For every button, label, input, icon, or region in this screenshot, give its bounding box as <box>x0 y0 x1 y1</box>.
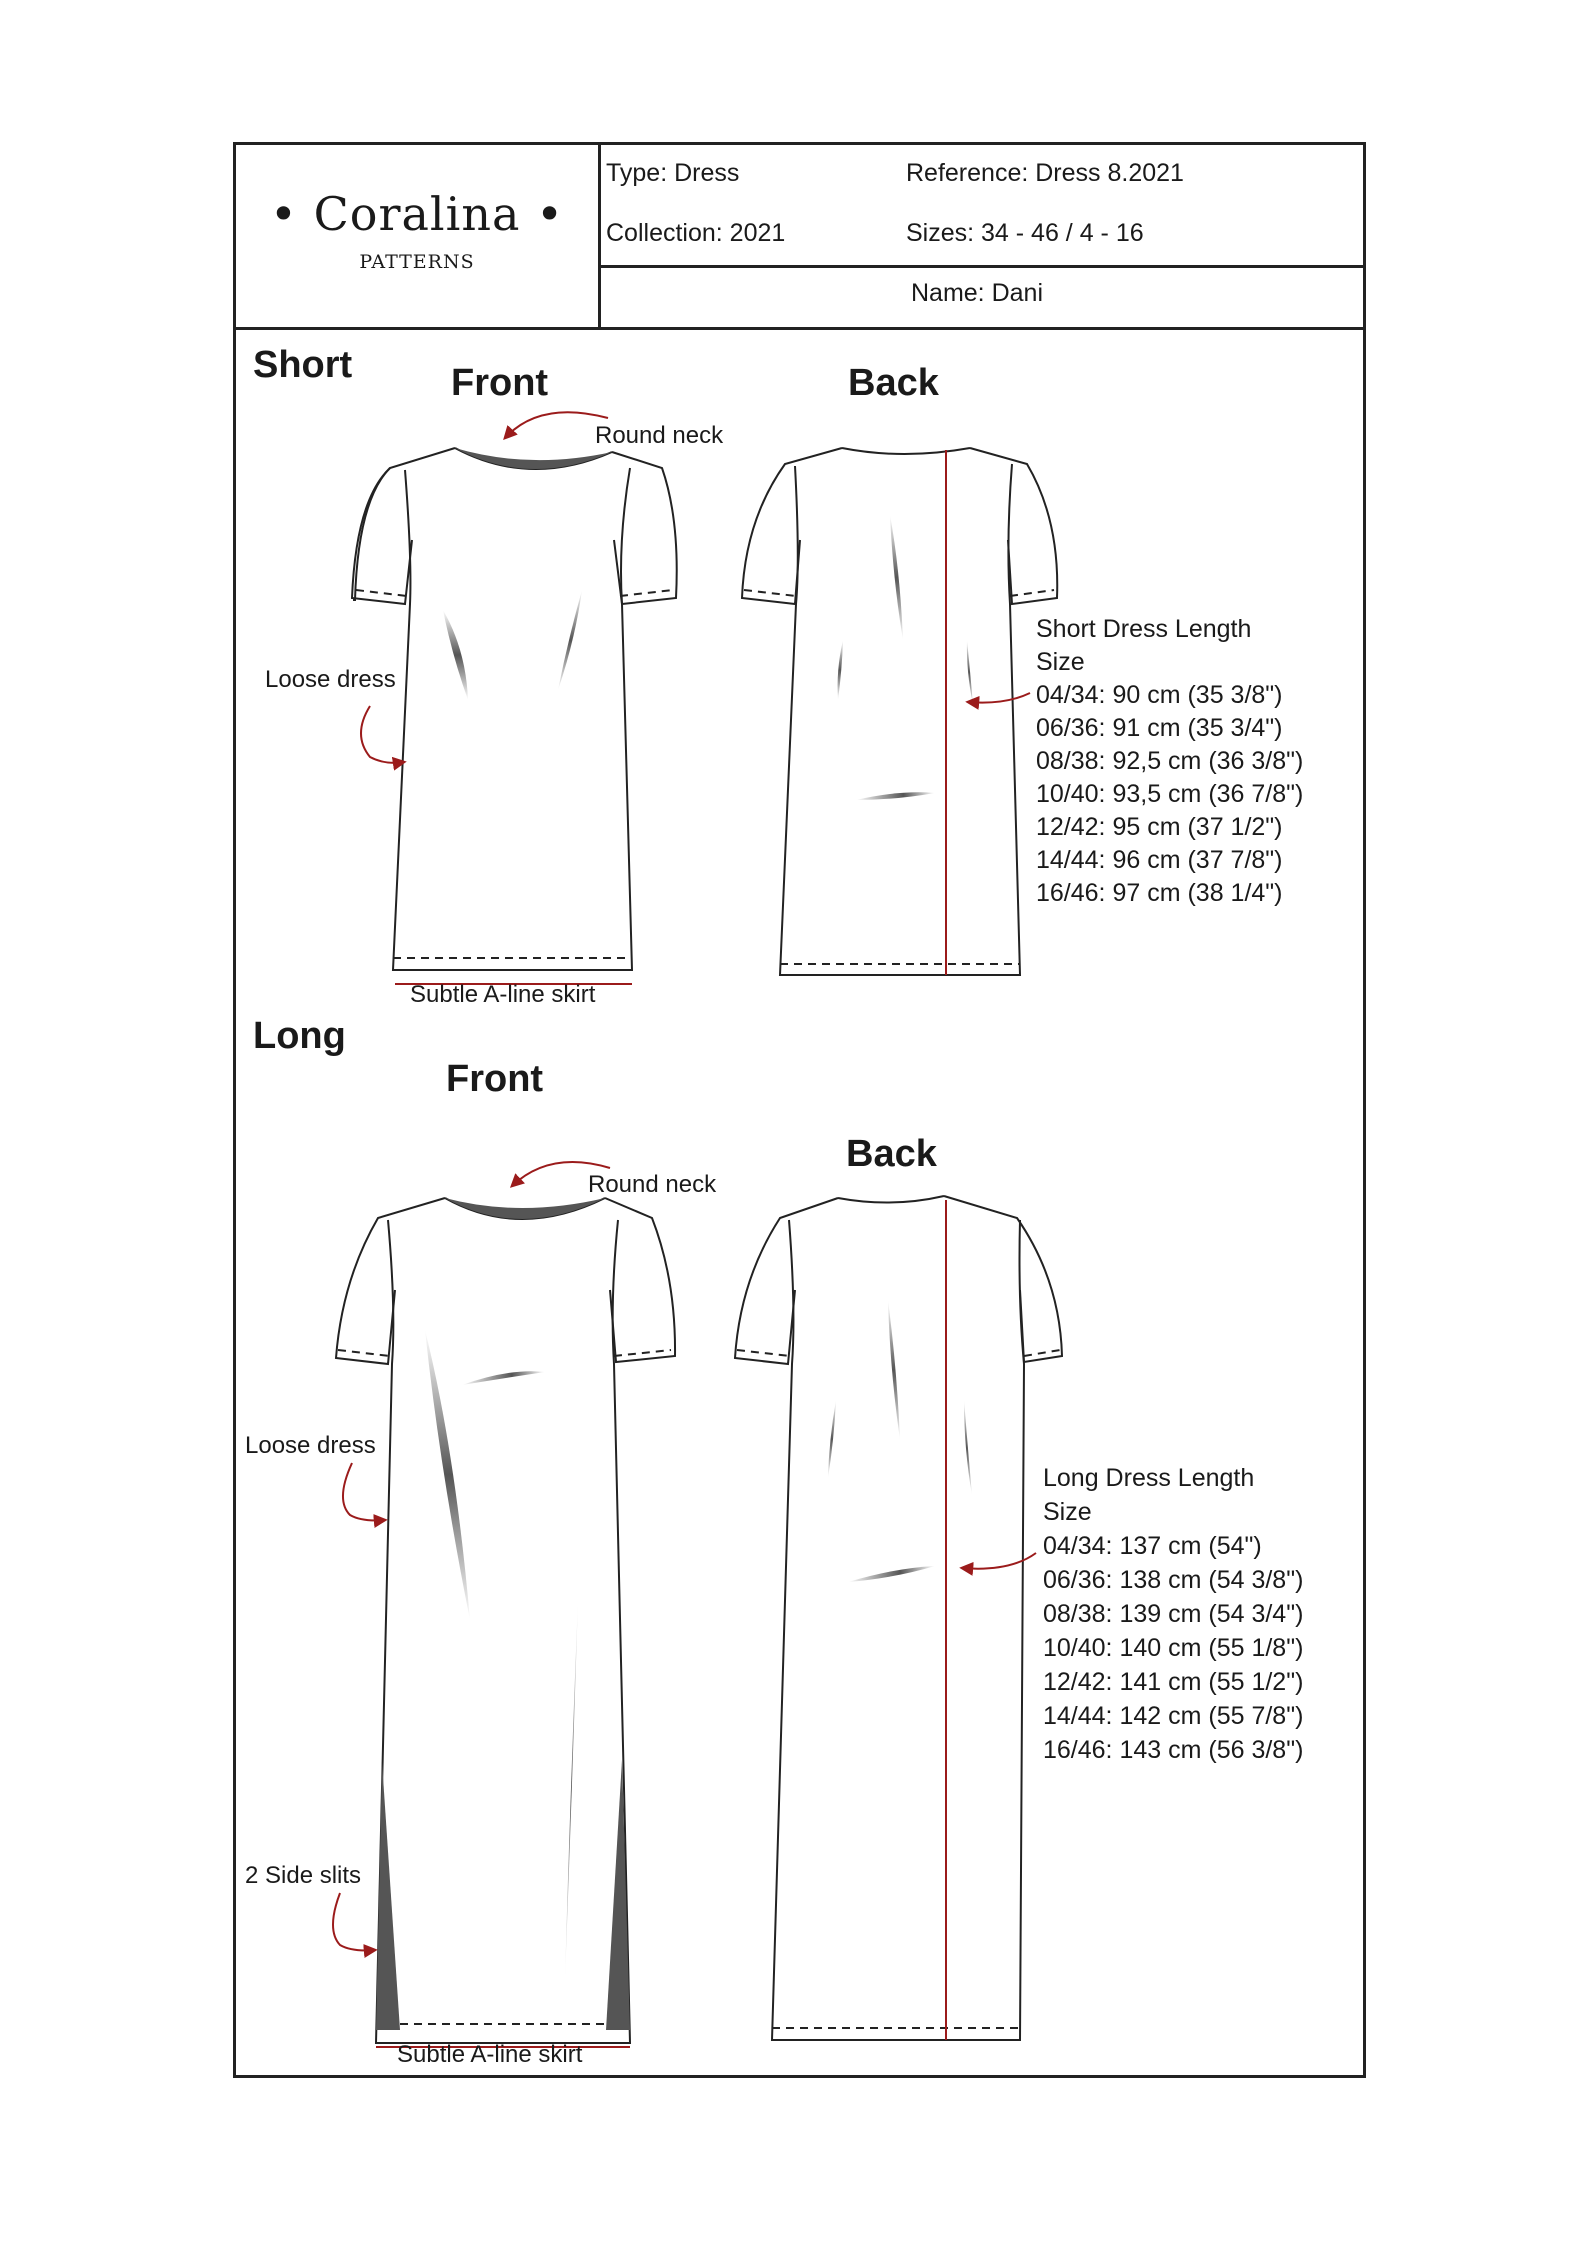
long-size-label: Size <box>1043 1498 1092 1526</box>
brand-subtitle: PATTERNS <box>359 251 475 273</box>
brand-name: • Coralina • <box>269 187 565 241</box>
long-length-row: 04/34: 137 cm (54") <box>1043 1532 1262 1560</box>
short-length-row: 06/36: 91 cm (35 3/4") <box>1036 714 1283 742</box>
short-size-label: Size <box>1036 648 1085 676</box>
long-length-table <box>1043 1461 1303 1767</box>
short-front-label: Front <box>451 362 549 404</box>
short-length-row: 10/40: 93,5 cm (36 7/8") <box>1036 780 1304 808</box>
short-length-row: 12/42: 95 cm (37 1/2") <box>1036 813 1283 841</box>
long-side-slits-label: 2 Side slits <box>245 1862 362 1889</box>
short-heading: Short <box>253 344 353 386</box>
type-field: Type: Dress <box>606 159 740 187</box>
pattern-sheet <box>233 142 1366 2078</box>
long-length-row: 12/42: 141 cm (55 1/2") <box>1043 1668 1304 1696</box>
long-length-row: 16/46: 143 cm (56 3/8") <box>1043 1736 1304 1764</box>
long-length-title: Long Dress Length <box>1043 1464 1255 1492</box>
sizes-field: Sizes: 34 - 46 / 4 - 16 <box>906 219 1144 247</box>
long-heading: Long <box>253 1015 346 1057</box>
short-length-row: 14/44: 96 cm (37 7/8") <box>1036 846 1283 874</box>
short-loose-dress-label: Loose dress <box>265 666 396 693</box>
long-back-label: Back <box>846 1133 937 1175</box>
header-table <box>236 145 1363 330</box>
long-round-neck-label: Round neck <box>588 1171 717 1198</box>
reference-field: Reference: Dress 8.2021 <box>906 159 1184 187</box>
brand-logo <box>236 145 601 327</box>
header-divider <box>598 265 1363 268</box>
long-skirt-label: Subtle A-line skirt <box>397 2041 583 2068</box>
short-length-title: Short Dress Length <box>1036 615 1252 643</box>
short-length-row: 08/38: 92,5 cm (36 3/8") <box>1036 747 1304 775</box>
long-length-row: 10/40: 140 cm (55 1/8") <box>1043 1634 1304 1662</box>
long-length-row: 06/36: 138 cm (54 3/8") <box>1043 1566 1304 1594</box>
collection-field: Collection: 2021 <box>606 219 786 247</box>
short-length-row: 04/34: 90 cm (35 3/8") <box>1036 681 1283 709</box>
short-back-label: Back <box>848 362 939 404</box>
short-skirt-label: Subtle A-line skirt <box>410 981 596 1008</box>
long-length-row: 08/38: 139 cm (54 3/4") <box>1043 1600 1304 1628</box>
long-loose-dress-label: Loose dress <box>245 1432 376 1459</box>
short-length-table <box>1036 613 1303 910</box>
short-length-row: 16/46: 97 cm (38 1/4") <box>1036 879 1283 907</box>
long-length-row: 14/44: 142 cm (55 7/8") <box>1043 1702 1304 1730</box>
long-front-label: Front <box>446 1058 544 1100</box>
short-round-neck-label: Round neck <box>595 422 724 449</box>
name-field: Name: Dani <box>911 279 1043 307</box>
